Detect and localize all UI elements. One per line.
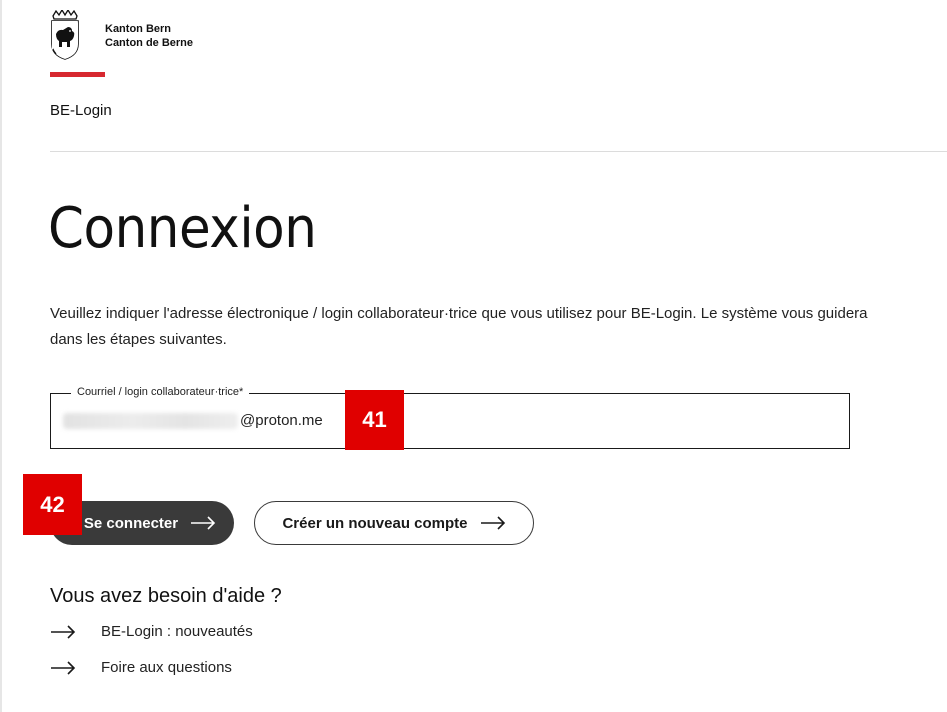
header-divider — [50, 151, 947, 152]
app-name: BE-Login — [50, 102, 112, 119]
help-heading: Vous avez besoin d'aide ? — [50, 585, 282, 607]
email-field[interactable] — [50, 386, 850, 449]
help-link-faq-label[interactable]: Foire aux questions — [101, 659, 232, 676]
bern-coat-of-arms-icon — [50, 10, 80, 60]
arrow-right-icon — [480, 516, 506, 530]
email-field-label: Courriel / login collaborateur·trice* — [71, 386, 249, 398]
arrow-right-icon — [190, 516, 216, 530]
redacted-username — [63, 413, 238, 429]
help-link-news[interactable] — [50, 623, 253, 640]
login-button-label: Se connecter — [83, 514, 179, 532]
org-name-fr: Canton de Berne — [105, 37, 194, 49]
left-edge — [0, 0, 2, 712]
accent-bar — [50, 72, 105, 77]
organization-name — [105, 22, 193, 50]
email-field-value[interactable]: @proton.me — [240, 412, 323, 429]
help-link-faq[interactable] — [50, 659, 232, 676]
org-name-de: Kanton Bern — [105, 23, 171, 35]
annotation-badge-button: 42 — [23, 474, 82, 535]
help-link-news-label[interactable]: BE-Login : nouveautés — [101, 623, 253, 640]
arrow-right-icon — [50, 625, 76, 639]
page-title: Connexion — [48, 196, 317, 261]
annotation-badge-field: 41 — [345, 390, 404, 450]
intro-text: Veuillez indiquer l'adresse électronique / login collaborateur·trice que vous utilisez pour BE-Login. Le système vous guidera dans les étapes suivantes. — [50, 305, 868, 348]
arrow-right-icon — [50, 661, 76, 675]
create-account-button[interactable] — [254, 501, 534, 545]
create-account-button-label: Créer un nouveau compte — [282, 514, 468, 532]
